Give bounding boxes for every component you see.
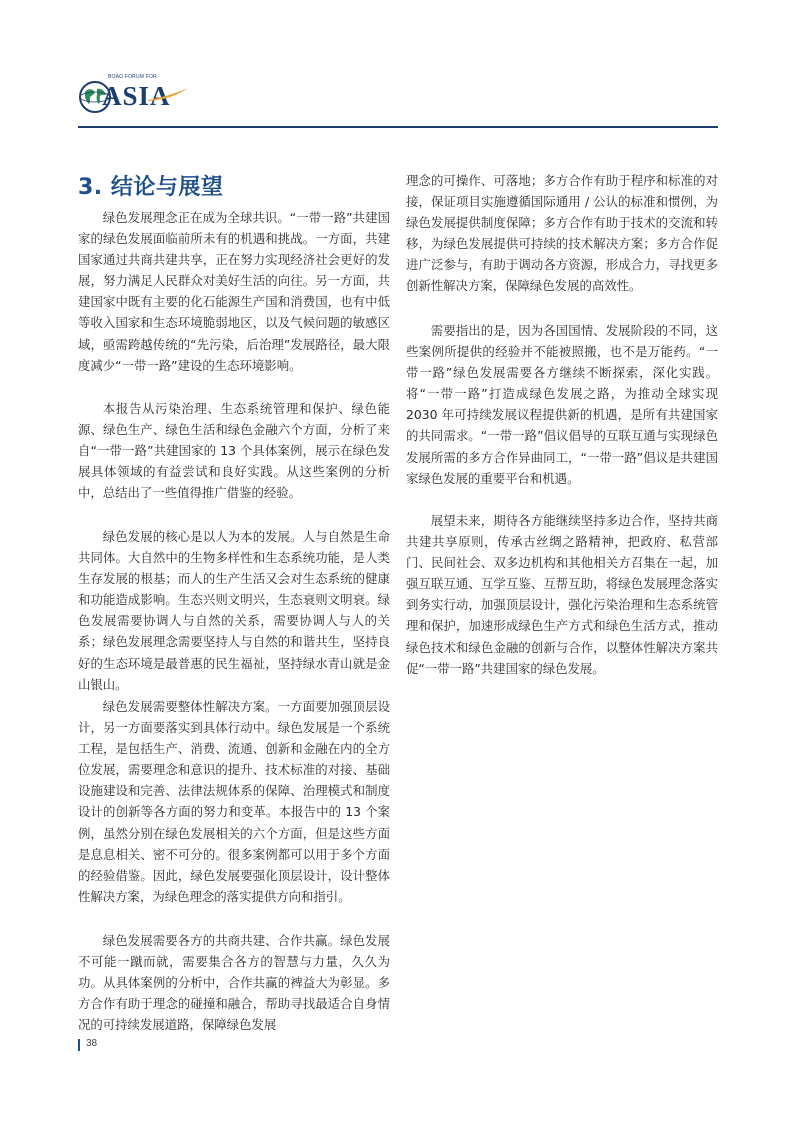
left-paragraph-4: 绿色发展需要整体性解决方案。一方面要加强顶层设计，另一方面要落实到具体行动中。绿色发展是一个系统工程，是包括生产、消费、流通、创新和金融在内的全方位发展，需要理念和意识的提升、技术标准的对接、基础设施建设和完善、法律法规体系的保障、治理模式和制度设计的创新等各方面的努力和变革。本报告中的 13 个案例，虽然分别在绿色发展相关的六个方面，但是这些方面是息息相关、密不可分的。很多案例都可以用于多个方面的经验借鉴。因此，绿色发展要强化顶层设计，设计整体性解决方案，为绿色理念的落实提供方向和指引。: [78, 699, 390, 904]
right-paragraph-2: 需要指出的是，因为各国国情、发展阶段的不同，这些案例所提供的经验并不能被照搬，也不是万能药。“一带一路”绿色发展需要各方继续不断探索，深化实践。将“一带一路”打造成绿色发展之路，为推动全球实现 2030 年可持续发展议程提供新的机遇，是所有共建国家的共同需求。“一带一路”倡议倡导的互联互通与实现绿色发展所需的多方合作异曲同工，“一带一路”倡议是共建国家绿色发展的重要平台和机遇。: [406, 323, 718, 486]
boao-forum-logo: [78, 74, 188, 118]
left-paragraph-3: 绿色发展的核心是以人为本的发展。人与自然是生命共同体。大自然中的生物多样性和生态系统功能，是人类生存发展的根基；而人的生产生活又会对生态系统的健康和功能造成影响。生态兴则文明兴，生态衰则文明衰。绿色发展需要协调人与自然的关系，需要协调人与人的关系；绿色发展理念需要坚持人与自然的和谐共生，坚持良好的生态环境是最普惠的民生福祉，坚持绿水青山就是金山银山。: [78, 529, 390, 692]
logo-small-text: BOAO FORUM FOR: [108, 74, 157, 80]
logo-swoosh-icon: [148, 88, 188, 102]
logo-word: ASIA: [102, 81, 171, 111]
header-divider: [78, 126, 718, 128]
left-paragraph-2: 本报告从污染治理、生态系统管理和保护、绿色能源、绿色生产、绿色生活和绿色金融六个方面，分析了来自“一带一路”共建国家的 13 个具体案例，展示在绿色发展具体领域的有益尝试和良好实践。从这些案例的分析中，总结出了一些值得推广借鉴的经验。: [78, 401, 390, 501]
right-paragraph-3: 展望未来，期待各方能继续坚持多边合作，坚持共商共建共享原则，传承古丝绸之路精神，把政府、私营部门、民间社会、双多边机构和其他相关方召集在一起，加强互联互通、互学互鉴、互帮互助，将绿色发展理念落实到务实行动，加强顶层设计，强化污染治理和生态系统管理和保护，加速形成绿色生产方式和绿色生活方式，推动绿色技术和绿色金融的创新与合作，以整体性解决方案共促“一带一路”共建国家的绿色发展。: [406, 513, 718, 676]
right-paragraph-1: 理念的可操作、可落地；多方合作有助于程序和标准的对接，保证项目实施遵循国际通用 / 公认的标准和惯例，为绿色发展提供制度保障；多方合作有助于技术的交流和转移，为绿色发展提供可持续的技术解决方案；多方合作促进广泛参与，有助于调动各方资源，形成合力，寻找更多创新性解决方案，保障绿色发展的高效性。: [406, 173, 718, 294]
page-number: 38: [86, 1038, 98, 1049]
left-paragraph-1: 绿色发展理念正在成为全球共识。“一带一路”共建国家的绿色发展面临前所未有的机遇和挑战。一方面，共建国家通过共商共建共享，正在努力实现经济社会更好的发展，努力满足人民群众对美好生活的向往。另一方面，共建国家中既有主要的化石能源生产国和消费国，也有中低等收入国家和生态环境脆弱地区，以及气候问题的敏感区域，亟需跨越传统的“先污染，后治理”发展路径，最大限度减少“一带一路”建设的生态环境影响。: [78, 210, 390, 373]
left-paragraph-5: 绿色发展需要各方的共商共建、合作共赢。绿色发展不可能一蹴而就，需要集合各方的智慧与力量，久久为功。从具体案例的分析中，合作共赢的裨益大为彰显。多方合作有助于理念的碰撞和融合，帮助寻找最适合自身情况的可持续发展道路，保障绿色发展: [78, 933, 390, 1033]
section-title: 3. 结论与展望: [78, 175, 224, 200]
footer-accent-bar: [78, 1039, 80, 1051]
page-header: [0, 0, 793, 130]
